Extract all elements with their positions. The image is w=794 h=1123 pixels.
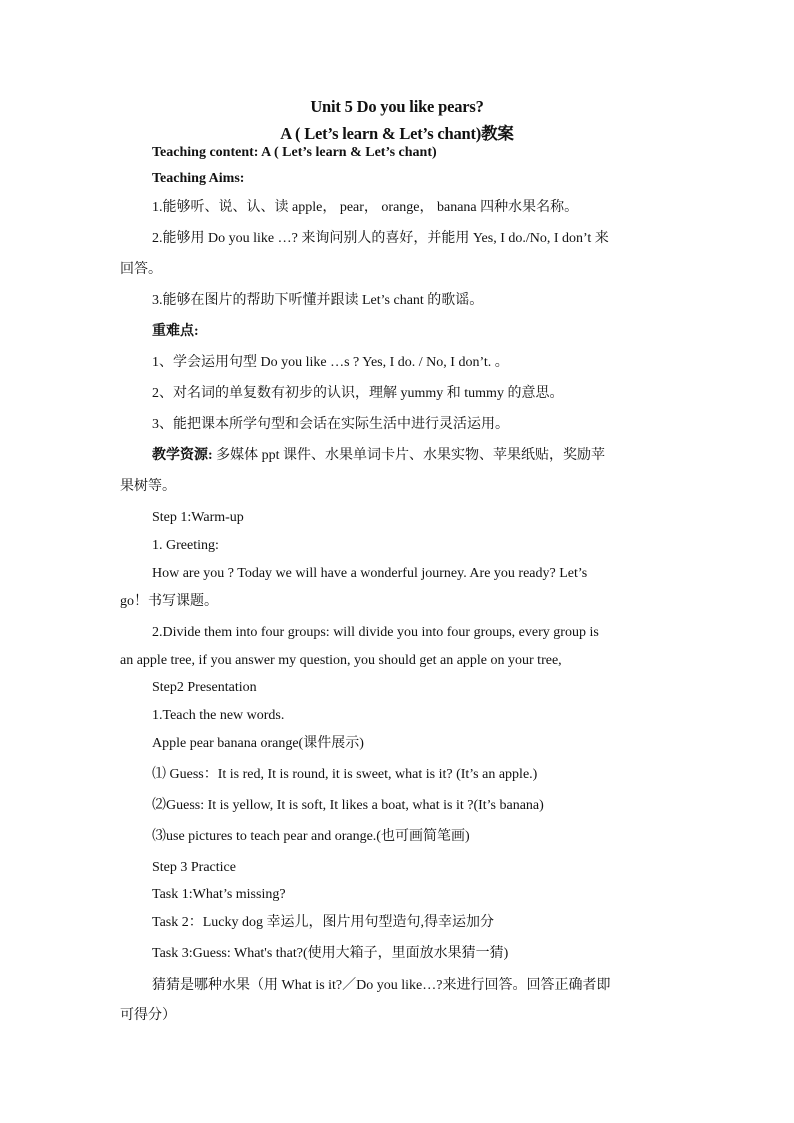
- task-1: Task 1:What’s missing?: [152, 887, 286, 902]
- aim-1: 1.能够听、说、认、读 apple， pear， orange， banana 四种水果名称。: [152, 200, 579, 215]
- teaching-resources: [152, 447, 605, 465]
- key-point-2: 2、对名词的单复数有初步的认识，理解 yummy 和 tummy 的意思。: [152, 386, 564, 401]
- document-title: Unit 5 Do you like pears?: [310, 97, 484, 116]
- teaching-content: Teaching content: A ( Let’s learn & Let’s chant): [152, 145, 437, 160]
- step1-greeting-text: How are you ? Today we will have a wonderful journey. Are you ready? Let’s: [152, 566, 588, 581]
- resources-text: 多媒体 ppt 课件、水果单词卡片、水果实物、苹果纸贴，奖励苹: [212, 448, 606, 463]
- key-point-3: 3、能把课本所学句型和会话在实际生活中进行灵活运用。: [152, 417, 509, 432]
- step2-heading: Step2 Presentation: [152, 680, 257, 695]
- resources-text-continued: 果树等。: [120, 479, 176, 494]
- aim-2: 2.能够用 Do you like …? 来询问别人的喜好，并能用 Yes, I do./No, I don’t 来: [152, 231, 609, 246]
- step2-guess-2: ⑵Guess: It is yellow, It is soft, It likes a boat, what is it ?(It’s banana): [152, 798, 544, 813]
- document-subtitle: A ( Let’s learn & Let’s chant)教案: [280, 124, 514, 143]
- key-points-heading: 重难点:: [152, 324, 199, 339]
- step1-groups: 2.Divide them into four groups: will divide you into four groups, every group is: [152, 625, 599, 640]
- task-3: Task 3:Guess: What's that?(使用大箱子，里面放水果猜一猜): [152, 946, 509, 961]
- step2-teach-words: 1.Teach the new words.: [152, 708, 285, 723]
- step1-greeting: 1. Greeting:: [152, 538, 219, 553]
- aim-3: 3.能够在图片的帮助下听懂并跟读 Let’s chant 的歌谣。: [152, 293, 484, 308]
- task-2: Task 2：Lucky dog 幸运儿，图片用句型造句,得幸运加分: [152, 915, 495, 930]
- aim-2-continued: 回答。: [120, 262, 162, 277]
- step3-heading: Step 3 Practice: [152, 860, 236, 875]
- resources-label: 教学资源:: [152, 448, 213, 463]
- step1-groups-continued: an apple tree, if you answer my question, you should get an apple on your tree,: [120, 653, 562, 668]
- step1-greeting-text-continued: go！书写课题。: [120, 594, 218, 609]
- step2-guess-3: ⑶use pictures to teach pear and orange.(也可画简笔画): [152, 829, 470, 844]
- step2-word-list: Apple pear banana orange(课件展示): [152, 736, 364, 751]
- key-point-1: 1、学会运用句型 Do you like …s ? Yes, I do. / No, I don’t. 。: [152, 355, 509, 370]
- step1-heading: Step 1:Warm-up: [152, 510, 244, 525]
- teaching-aims-heading: Teaching Aims:: [152, 171, 245, 186]
- step2-guess-1: ⑴ Guess：It is red, It is round, it is sweet, what is it? (It’s an apple.): [152, 767, 538, 782]
- final-guess-text: 猜猜是哪种水果（用 What is it?／Do you like…?来进行回答。回答正确者即: [152, 978, 611, 993]
- final-guess-text-continued: 可得分）: [120, 1008, 176, 1023]
